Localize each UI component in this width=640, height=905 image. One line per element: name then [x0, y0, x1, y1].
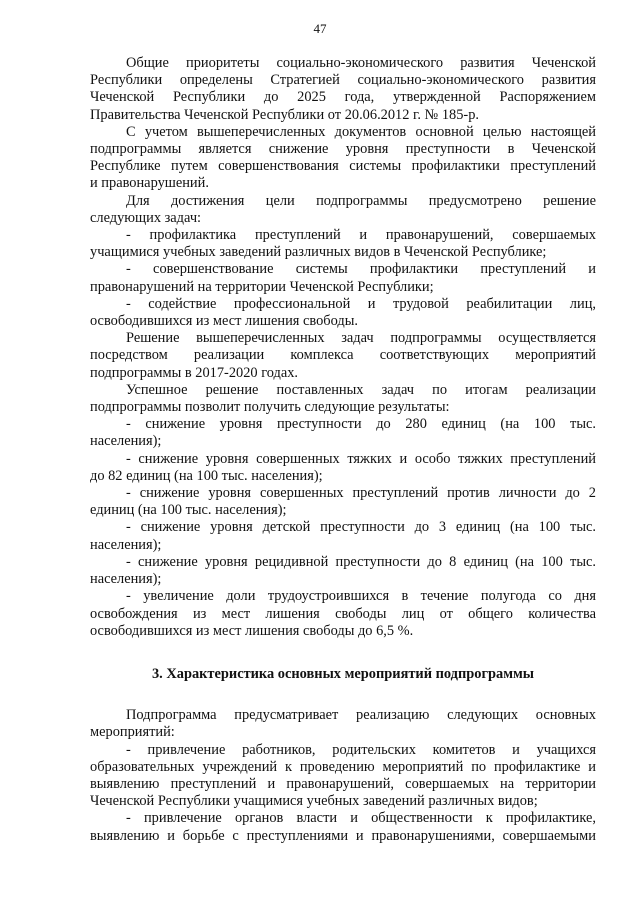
- section-heading: 3. Характеристика основных мероприятий подпрограммы: [151, 665, 535, 682]
- list-item-task: [90, 261, 596, 295]
- text-line: Республике путем совершенствования системы профилактики преступлений: [90, 158, 596, 175]
- paragraph-tasks-intro: [90, 193, 596, 227]
- document-body: [90, 55, 596, 845]
- list-item-result: [90, 588, 596, 640]
- text-line: освободившихся из мест лишения свободы.: [90, 313, 358, 330]
- text-line: освобождения из мест лишения свободы лиц от общего количества: [90, 605, 596, 622]
- text-line: выявлению преступлений и правонарушений, совершаемых на территории: [90, 775, 596, 792]
- text-line: посредством реализации комплекса соответствующих мероприятий: [90, 347, 596, 364]
- text-line: С учетом вышеперечисленных документов основной целью настоящей: [126, 123, 596, 140]
- text-line: подпрограммы является снижение уровня преступности в Чеченской: [90, 141, 596, 158]
- text-line: населения);: [90, 433, 162, 450]
- paragraph-implementation: [90, 330, 596, 382]
- text-line: - увеличение доли трудоустроившихся в течение полугода со дня: [126, 588, 596, 605]
- text-line: учащимися учебных заведений различных видов в Чеченской Республике;: [90, 244, 547, 261]
- text-line: - снижение уровня совершенных преступлений против личности до 2: [126, 485, 596, 502]
- text-line: - привлечение органов власти и общественности к профилактике,: [126, 810, 596, 827]
- list-item-result: [90, 519, 596, 553]
- paragraph-priorities: [90, 55, 596, 124]
- paragraph-measures-intro: [90, 707, 596, 741]
- text-line: Правительства Чеченской Республики от 20.06.2012 г. № 185-р.: [90, 106, 480, 123]
- text-line: подпрограммы в 2017-2020 годах.: [90, 364, 299, 381]
- list-item-measure: [90, 810, 596, 844]
- text-line: и правонарушений.: [90, 175, 209, 192]
- text-line: подпрограммы позволит получить следующие результаты:: [90, 399, 450, 416]
- text-line: населения);: [90, 571, 162, 588]
- list-item-result: [90, 451, 596, 485]
- text-line: Чеченской Республики учащимися учебных заведений различных видов;: [90, 793, 538, 810]
- text-line: Чеченской Республики до 2025 года, утвержденной Распоряжением: [90, 89, 596, 106]
- text-line: освободившихся из мест лишения свободы до 6,5 %.: [90, 622, 414, 639]
- text-line: - профилактика преступлений и правонарушений, совершаемых: [126, 227, 596, 244]
- text-line: мероприятий:: [90, 724, 175, 741]
- list-item-measure: [90, 742, 596, 811]
- text-line: единиц (на 100 тыс. населения);: [90, 502, 287, 519]
- text-line: Решение вышеперечисленных задач подпрограммы осуществляется: [126, 330, 596, 347]
- text-line: Республики определены Стратегией социально-экономического развития: [90, 72, 596, 89]
- text-line: Подпрограмма предусматривает реализацию следующих основных: [126, 707, 596, 724]
- text-line: Общие приоритеты социально-экономического развития Чеченской: [126, 55, 596, 71]
- list-item-task: [90, 227, 596, 261]
- text-line: - снижение уровня рецидивной преступности до 8 единиц (на 100 тыс.: [126, 553, 596, 570]
- text-line: Для достижения цели подпрограммы предусмотрено решение: [126, 192, 596, 209]
- list-item-result: [90, 554, 596, 588]
- paragraph-results-intro: [90, 382, 596, 416]
- text-line: - снижение уровня совершенных тяжких и особо тяжких преступлений: [126, 450, 596, 467]
- list-item-result: [90, 416, 596, 450]
- text-line: следующих задач:: [90, 209, 202, 226]
- text-line: выявлению и борьбе с преступлениями и правонарушениями, совершаемыми: [90, 827, 596, 844]
- text-line: образовательных учреждений к проведению мероприятий по профилактике и: [90, 758, 596, 775]
- text-line: - содействие профессиональной и трудовой реабилитации лиц,: [126, 295, 596, 312]
- text-line: - снижение уровня преступности до 280 единиц (на 100 тыс.: [126, 416, 596, 433]
- text-line: Успешное решение поставленных задач по итогам реализации: [126, 381, 596, 398]
- list-item-result: [90, 485, 596, 519]
- text-line: правонарушений на территории Чеченской Республики;: [90, 278, 434, 295]
- paragraph-main-goal: [90, 124, 596, 193]
- text-line: населения);: [90, 536, 162, 553]
- text-line: - снижение уровня детской преступности до 3 единиц (на 100 тыс.: [126, 519, 596, 536]
- page-number: 47: [313, 21, 327, 36]
- text-line: до 82 единиц (на 100 тыс. населения);: [90, 467, 323, 484]
- list-item-task: [90, 296, 596, 330]
- text-line: - совершенствование системы профилактики преступлений и: [126, 261, 596, 278]
- text-line: - привлечение работников, родительских комитетов и учащихся: [126, 741, 596, 758]
